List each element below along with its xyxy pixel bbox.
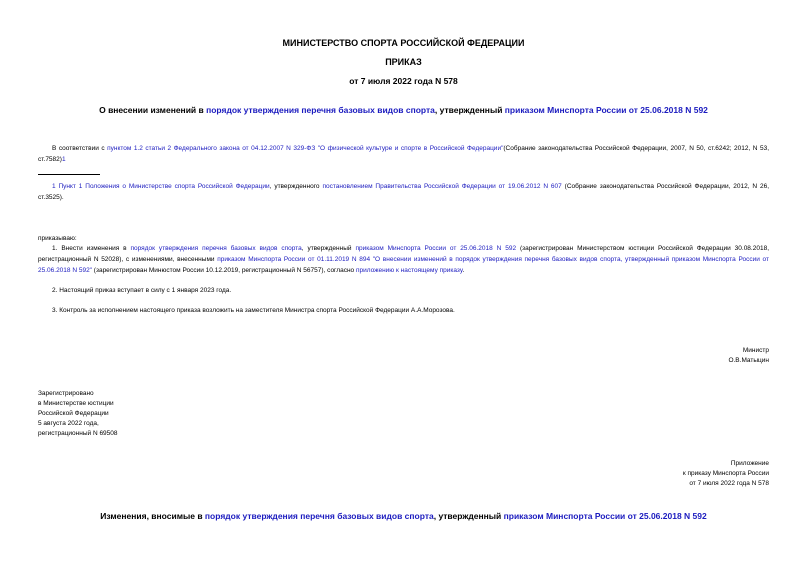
registration-line: Зарегистрировано	[38, 390, 94, 397]
basis-text-1: В соответствии с	[52, 145, 108, 152]
item-3-paragraph: 3. Контроль за исполнением настоящего приказа возложить на заместителя Министра спорта Российской Федерации А.А.Морозова.	[52, 307, 455, 314]
date-number-heading: от 7 июля 2022 года N 578	[349, 76, 458, 86]
footnote-text-2: (Собрание законодательства Российской Федерации, 2012, N 26, ст.3525).	[38, 183, 769, 201]
registration-line: 5 августа 2022 года,	[38, 420, 99, 427]
footnote-paragraph	[38, 181, 769, 203]
footnote-mark[interactable]: 1	[52, 183, 56, 190]
footnote-text-1: , утвержденного	[269, 183, 323, 190]
appendix-line: Приложение	[730, 460, 769, 467]
order-title	[0, 105, 807, 115]
footnote-mark-link[interactable]: 1	[61, 156, 66, 163]
item1-text-1: 1. Внести изменения в	[52, 245, 131, 252]
signature-name: О.В.Матыцин	[728, 357, 769, 364]
appendix-line: от 7 июля 2022 года N 578	[689, 480, 769, 487]
footnote-link-regulation[interactable]: Пункт 1 Положения о Министерстве спорта Российской Федерации	[58, 183, 270, 190]
registration-block	[38, 389, 118, 439]
item1-link-order-592[interactable]: приказом Минспорта России от 25.06.2018 N 592	[355, 245, 517, 252]
item1-link-procedure[interactable]: порядок утверждения перечня базовых видов спорта	[130, 245, 302, 252]
basis-link-federal-law[interactable]: пунктом 1.2 статьи 2 Федерального закона от 04.12.2007 N 329-ФЗ "О физической культуре и спорте в Российской Федерации"	[107, 145, 504, 152]
appendix-title-link-order[interactable]: приказом Минспорта России от 25.06.2018 N 592	[503, 511, 707, 521]
footnote-link-resolution[interactable]: постановлением Правительства Российской Федерации от 19.06.2012 N 607	[322, 183, 562, 190]
basis-paragraph	[38, 143, 769, 165]
signature-position: Министр	[742, 347, 769, 354]
appendix-line: к приказу Минспорта России	[682, 470, 769, 477]
order-title-link-order[interactable]: приказом Минспорта России от 25.06.2018 N 592	[504, 105, 708, 115]
order-title-link-procedure[interactable]: порядок утверждения перечня базовых видов спорта	[206, 105, 435, 115]
doc-type-heading: ПРИКАЗ	[385, 57, 422, 67]
item1-text-3: (зарегистрирован Министерством юстиции Российской Федерации 30.08.2018, регистрационный N 52028), с изменениями, внесенными	[38, 245, 769, 263]
appendix-title	[0, 511, 807, 521]
ministry-heading: МИНИСТЕРСТВО СПОРТА РОССИЙСКОЙ ФЕДЕРАЦИИ	[282, 38, 525, 48]
item-1-paragraph	[38, 243, 769, 276]
item1-link-appendix[interactable]: приложению к настоящему приказу	[355, 267, 463, 274]
order-title-middle: , утвержденный	[434, 105, 505, 115]
appendix-title-middle: , утвержденный	[433, 511, 504, 521]
item1-text-2: , утвержденный	[301, 245, 356, 252]
appendix-title-prefix: Изменения, вносимые в	[100, 511, 205, 521]
basis-text-2: (Собрание законодательства Российской Федерации, 2007, N 50, ст.6242; 2012, N 53, ст.7582)	[38, 145, 770, 163]
appendix-block	[683, 459, 769, 489]
registration-line: регистрационный N 69508	[38, 430, 118, 437]
footnote-divider	[38, 174, 100, 175]
order-title-prefix: О внесении изменений в	[99, 105, 207, 115]
item-2-paragraph: 2. Настоящий приказ вступает в силу с 1 января 2023 года.	[52, 287, 232, 294]
item1-link-order-894[interactable]: приказом Минспорта России от 01.11.2019 N 894 "О внесении изменений в порядок утверждения перечня базовых видов спорта, утвержденный приказом Минспорта России от 25.06.2018 N 592"	[38, 256, 769, 274]
item1-text-4: (зарегистрирован Минюстом России 10.12.2019, регистрационный N 56757), согласно	[92, 267, 356, 274]
registration-line: Российской Федерации	[38, 410, 109, 417]
item1-text-5: .	[462, 267, 465, 274]
registration-line: в Министерстве юстиции	[38, 400, 114, 407]
order-word: приказываю:	[38, 235, 77, 242]
signature-block	[728, 346, 769, 366]
appendix-title-link-procedure[interactable]: порядок утверждения перечня базовых видов спорта	[204, 511, 434, 521]
